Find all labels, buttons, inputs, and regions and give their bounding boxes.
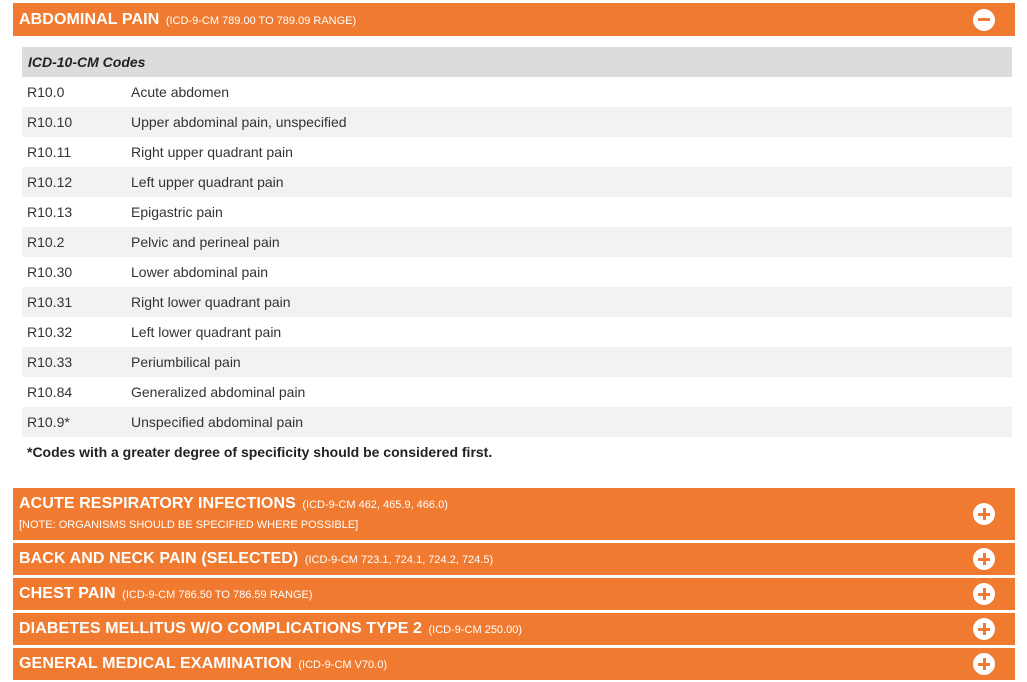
description-cell: Right lower quadrant pain [131, 294, 291, 310]
accordion-note: [NOTE: ORGANISMS SHOULD BE SPECIFIED WHERE POSSIBLE] [19, 519, 359, 531]
description-cell: Unspecified abdominal pain [131, 414, 303, 430]
description-cell: Upper abdominal pain, unspecified [131, 114, 347, 130]
accordion-title-wrap [19, 613, 522, 646]
accordion-title: BACK AND NECK PAIN (SELECTED) [19, 550, 299, 567]
accordion-header-chest-pain[interactable] [13, 578, 1015, 610]
accordion-title-wrap [19, 493, 448, 516]
description-cell: Pelvic and perineal pain [131, 234, 280, 250]
accordion-title-wrap [19, 578, 313, 611]
code-cell: R10.33 [27, 354, 73, 370]
table-row [22, 167, 1012, 197]
plus-circle-icon[interactable] [973, 583, 995, 605]
code-cell: R10.31 [27, 294, 73, 310]
accordion-title: ABDOMINAL PAIN [19, 11, 160, 28]
description-cell: Generalized abdominal pain [131, 384, 306, 400]
code-cell: R10.12 [27, 174, 73, 190]
plus-circle-icon[interactable] [973, 548, 995, 570]
description-cell: Right upper quadrant pain [131, 144, 293, 160]
accordion-title: DIABETES MELLITUS W/O COMPLICATIONS TYPE 2 [19, 620, 423, 637]
code-cell: R10.84 [27, 384, 73, 400]
table-header: ICD-10-CM Codes [22, 47, 1012, 77]
description-cell: Lower abdominal pain [131, 264, 268, 280]
accordion-range: (ICD-9-CM 786.50 TO 786.59 RANGE) [122, 589, 313, 601]
code-cell: R10.13 [27, 204, 73, 220]
accordion-range: (ICD-9-CM 250.00) [428, 624, 523, 636]
accordion-title-wrap [19, 648, 387, 681]
table-row [22, 407, 1012, 437]
table-row [22, 317, 1012, 347]
table-row [22, 77, 1012, 107]
description-cell: Left lower quadrant pain [131, 324, 282, 340]
accordion-header-abdominal-pain[interactable] [13, 3, 1015, 36]
accordion-header-diabetes-mellitus[interactable] [13, 613, 1015, 645]
plus-circle-icon[interactable] [973, 653, 995, 675]
table-footnote: *Codes with a greater degree of specificity should be considered first. [27, 444, 493, 460]
accordion-range: (ICD-9-CM V70.0) [298, 659, 388, 671]
accordion-title-wrap [19, 543, 493, 576]
accordion-title: CHEST PAIN [19, 585, 116, 602]
table-row [22, 257, 1012, 287]
table-row [22, 197, 1012, 227]
code-cell: R10.10 [27, 114, 73, 130]
table-row [22, 107, 1012, 137]
accordion-range: (ICD-9-CM 462, 465.9, 466.0) [302, 499, 448, 511]
plus-circle-icon[interactable] [973, 618, 995, 640]
code-cell: R10.11 [27, 144, 72, 160]
accordion-range: (ICD-9-CM 723.1, 724.1, 724.2, 724.5) [304, 554, 494, 566]
accordion-title: ACUTE RESPIRATORY INFECTIONS [19, 495, 296, 512]
code-cell: R10.32 [27, 324, 73, 340]
plus-circle-icon[interactable] [973, 503, 995, 525]
table-row [22, 347, 1012, 377]
abdominal-pain-panel [13, 36, 1015, 470]
minus-circle-icon[interactable] [973, 9, 995, 31]
table-row [22, 287, 1012, 317]
accordion-header-back-and-neck-pain[interactable] [13, 543, 1015, 575]
table-body [22, 77, 1012, 437]
description-cell: Left upper quadrant pain [131, 174, 284, 190]
table-row [22, 377, 1012, 407]
code-cell: R10.30 [27, 264, 73, 280]
code-cell: R10.0 [27, 84, 65, 100]
description-cell: Acute abdomen [131, 84, 230, 100]
code-cell: R10.2 [27, 234, 65, 250]
accordion-header-general-medical-examination[interactable] [13, 648, 1015, 680]
table-row [22, 137, 1012, 167]
code-cell: R10.9* [27, 414, 70, 430]
accordion-range: (ICD-9-CM 789.00 TO 789.09 RANGE) [165, 15, 357, 27]
accordion-title-wrap [19, 3, 356, 38]
icd10-codes-table [22, 47, 1012, 467]
table-row [22, 227, 1012, 257]
accordion-title: GENERAL MEDICAL EXAMINATION [19, 655, 292, 672]
description-cell: Epigastric pain [131, 204, 223, 220]
accordion-header-acute-respiratory-infections[interactable] [13, 488, 1015, 540]
description-cell: Periumbilical pain [131, 354, 241, 370]
